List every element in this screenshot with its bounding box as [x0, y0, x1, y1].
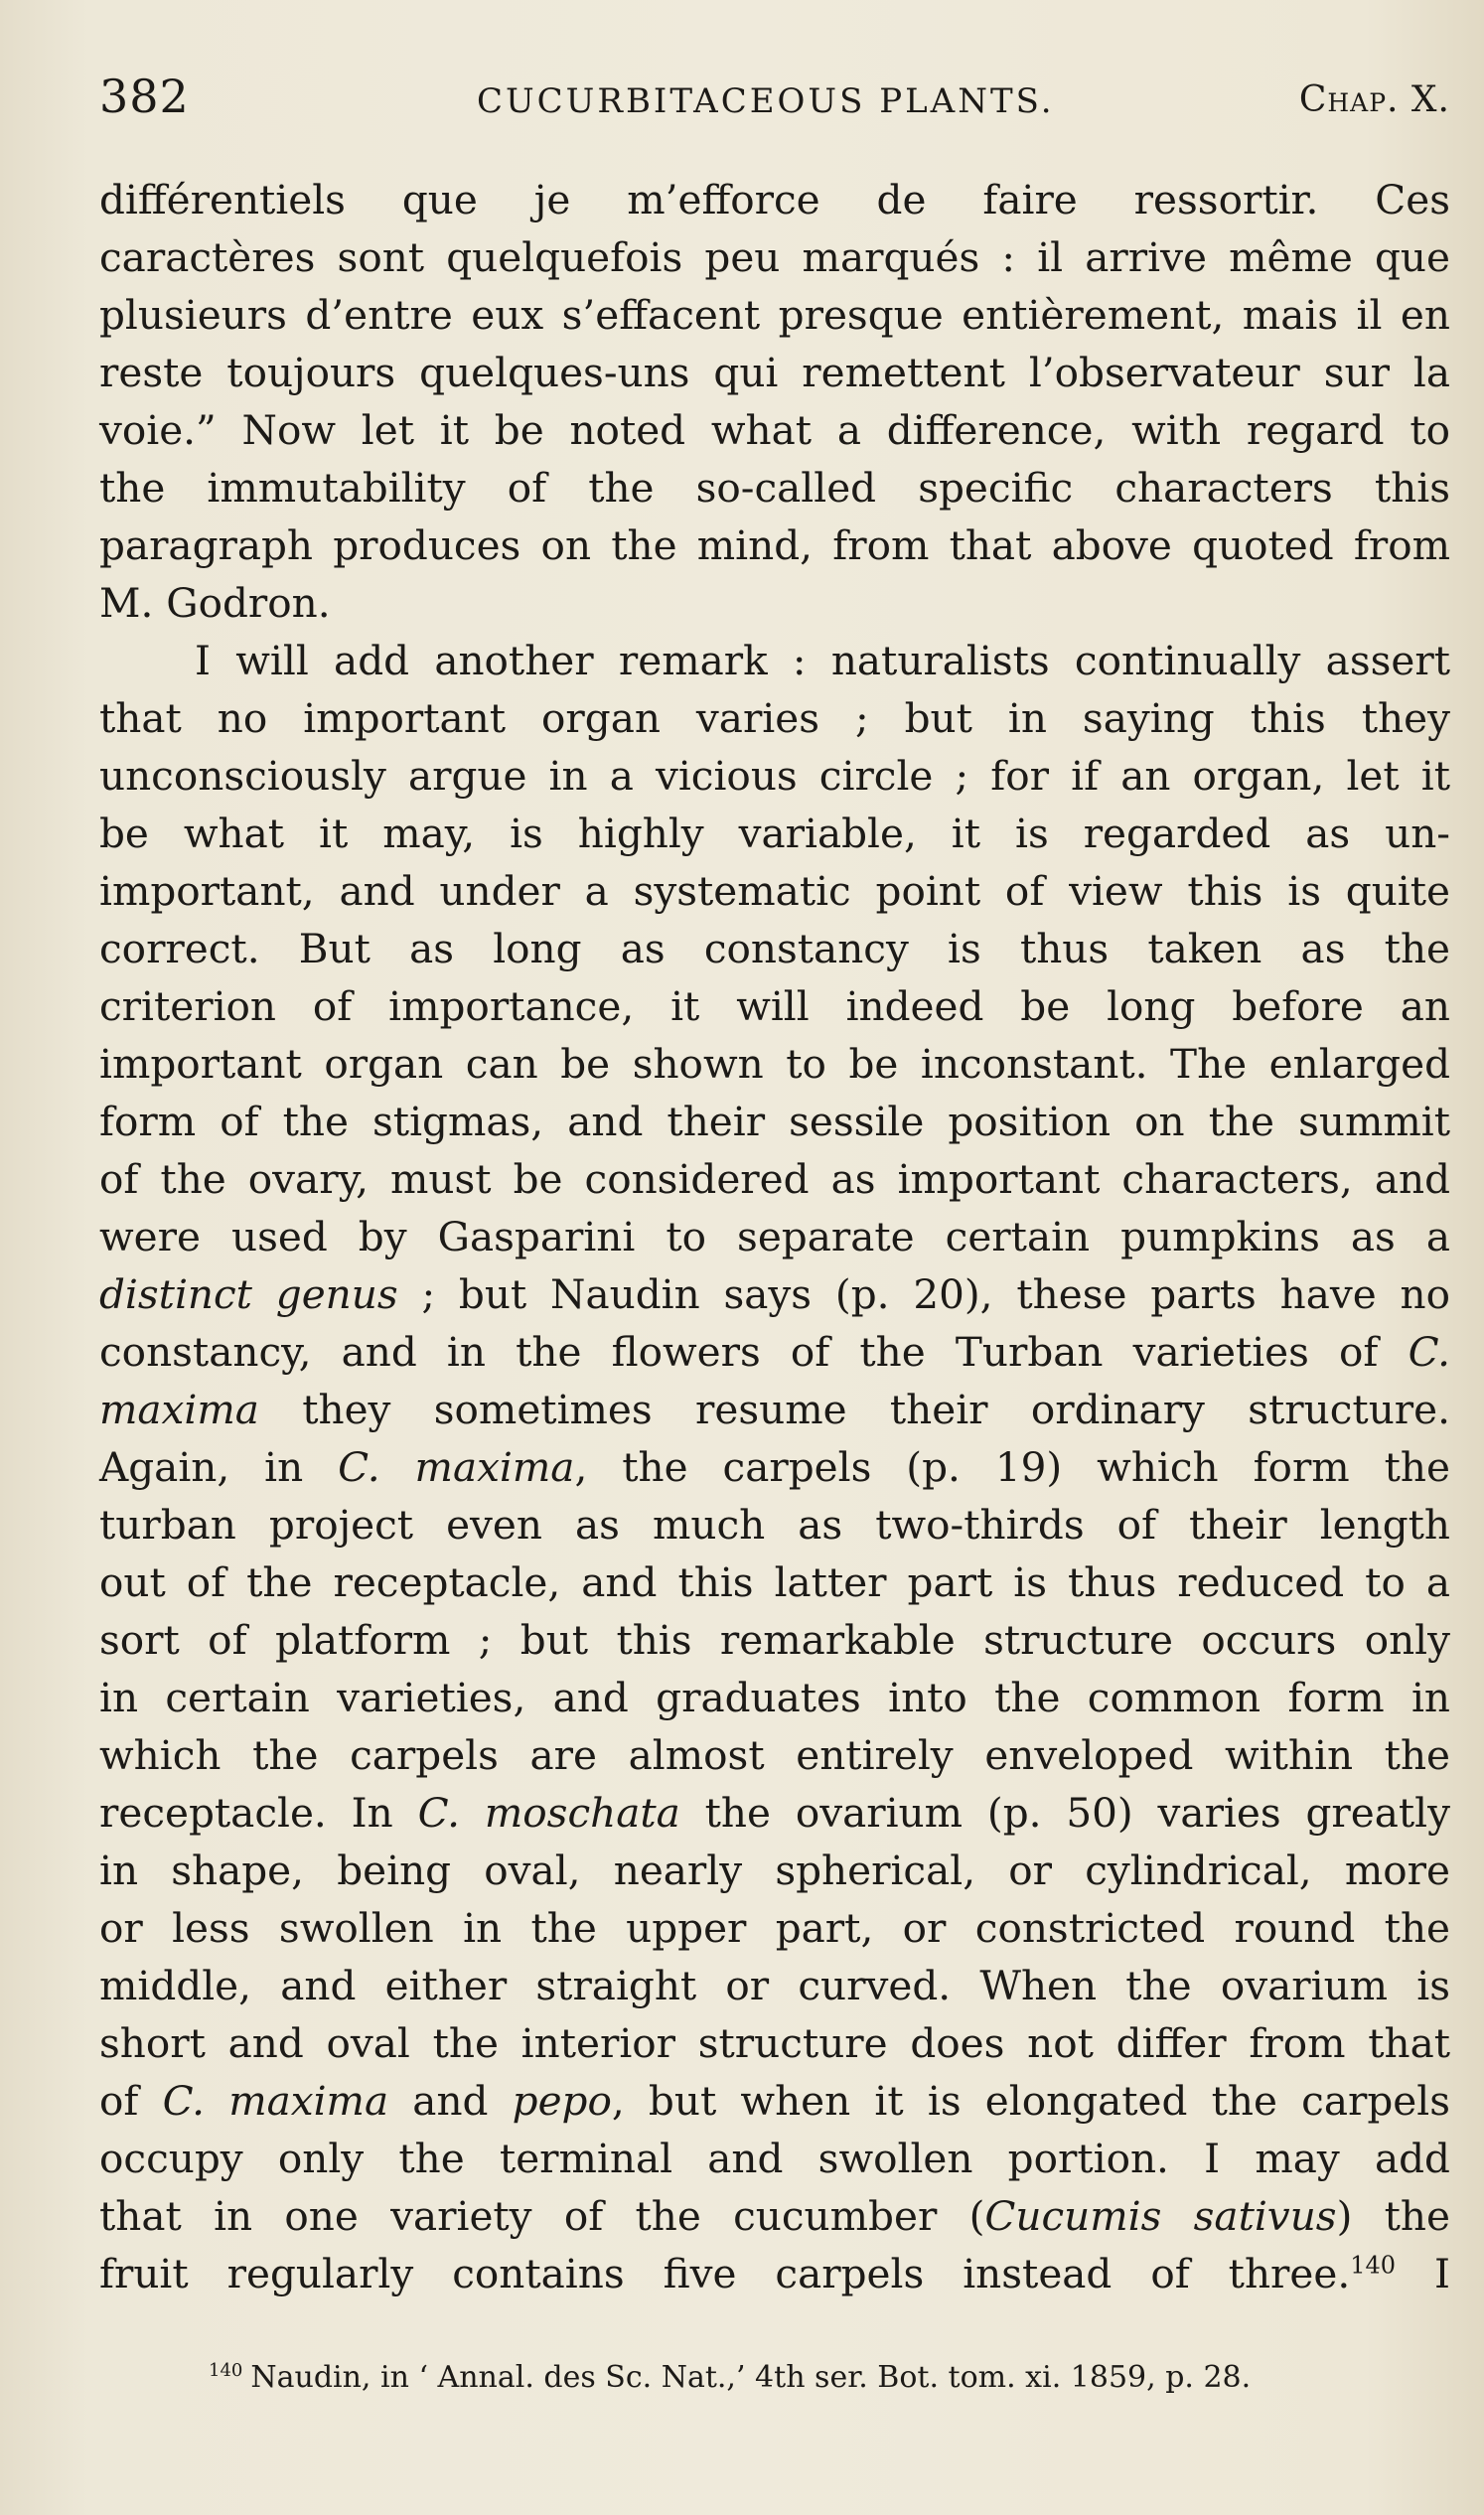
text-line: middle, and either straight or curved. When the ovarium is: [99, 1962, 1450, 2009]
footnote: [209, 2360, 1251, 2395]
text-fragment: that in one variety of the cucumber (: [99, 2192, 985, 2240]
text-line: [99, 2187, 1450, 2245]
italic-text: C.: [1408, 1328, 1450, 1376]
text-line: were used by Gasparini to separate certain pumpkins as a: [99, 1213, 1450, 1260]
text-line: plusieurs d’entre eux s’effacent presque entièrement, mais il en: [99, 291, 1450, 339]
running-title: CUCURBITACEOUS PLANTS.: [477, 81, 1055, 121]
text-line: [99, 1784, 1450, 1842]
text-line: [99, 1381, 1450, 1438]
italic-text: C. maxima: [162, 2077, 389, 2125]
text-fragment: of: [99, 2077, 163, 2125]
text-line: [99, 2072, 1450, 2130]
text-line: of the ovary, must be considered as important characters, and: [99, 1155, 1450, 1203]
text-line: that no important organ varies ; but in saying this they: [99, 694, 1450, 742]
text-line: important, and under a systematic point of view this is quite: [99, 867, 1450, 915]
paragraph-continued: [99, 171, 1450, 632]
text-fragment: and: [388, 2077, 513, 2125]
text-line: différentiels que je m’efforce de faire ressortir. Ces: [99, 176, 1450, 223]
text-fragment: , but when it is elongated the carpels: [611, 2077, 1450, 2125]
text-fragment: receptacle. In: [99, 1789, 418, 1837]
text-line: sort of platform ; but this remarkable structure occurs only: [99, 1616, 1450, 1664]
text-line: short and oval the interior structure does not differ from that: [99, 2019, 1450, 2067]
text-line: unconsciously argue in a vicious circle ; for if an organ, let it: [99, 752, 1450, 800]
footnote-text: Naudin, in ‘ Annal. des Sc. Nat.,’ 4th ser. Bot. tom. xi. 1859, p. 28.: [250, 2360, 1252, 2395]
text-fragment: , the carpels (p. 19) which form the: [574, 1443, 1450, 1491]
text-line: reste toujours quelques-uns qui remettent l’observateur sur la: [99, 349, 1450, 396]
italic-text: pepo: [512, 2077, 612, 2125]
footnote-marker: 140: [209, 2360, 243, 2381]
text-line: in certain varieties, and graduates into the common form in: [99, 1674, 1450, 1721]
text-line: in shape, being oval, nearly spherical, or cylindrical, more: [99, 1847, 1450, 1894]
italic-text: C. maxima: [338, 1443, 575, 1491]
text-line: I will add another remark : naturalists continually assert: [195, 637, 1450, 684]
text-line: the immutability of the so-called specific characters this: [99, 464, 1450, 512]
text-fragment: the ovarium (p. 50) varies greatly: [679, 1789, 1451, 1837]
text-line: or less swollen in the upper part, or constricted round the: [99, 1904, 1450, 1952]
text-line: [99, 1323, 1450, 1381]
page-header: [99, 70, 1450, 139]
text-fragment: they sometimes resume their ordinary structure.: [258, 1386, 1450, 1433]
text-line: important organ can be shown to be inconstant. The enlarged: [99, 1040, 1450, 1088]
text-fragment: ) the: [1336, 2192, 1450, 2240]
text-fragment: fruit regularly contains five carpels instead of three.: [99, 2250, 1351, 2297]
text-fragment: Again, in: [99, 1443, 339, 1491]
italic-text: Cucumis sativus: [984, 2192, 1337, 2240]
body-text: [99, 171, 1450, 2302]
text-line: out of the receptacle, and this latter part is thus reduced to a: [99, 1558, 1450, 1606]
text-line: [99, 1265, 1450, 1323]
italic-text: C. moschata: [417, 1789, 680, 1837]
text-line: turban project even as much as two-thirds of their length: [99, 1501, 1450, 1549]
page-number: 382: [99, 70, 190, 123]
text-line: [99, 1438, 1450, 1496]
paragraph-naturalists-remark: [99, 632, 1450, 2302]
chapter-label: Chap. X.: [1298, 79, 1450, 120]
text-fragment: ; but Naudin says (p. 20), these parts have no: [397, 1270, 1450, 1318]
text-line: which the carpels are almost entirely enveloped within the: [99, 1731, 1450, 1779]
text-line: correct. But as long as constancy is thus taken as the: [99, 925, 1450, 972]
text-fragment: constancy, and in the flowers of the Turban varieties of: [99, 1328, 1409, 1376]
text-line: caractères sont quelquefois peu marqués : il arrive même que: [99, 233, 1450, 281]
text-line: voie.” Now let it be noted what a difference, with regard to: [99, 406, 1450, 454]
footnote-reference[interactable]: 140: [1350, 2251, 1397, 2280]
text-line: paragraph produces on the mind, from that above quoted from: [99, 521, 1450, 569]
text-line: [99, 2245, 1450, 2302]
text-line: criterion of importance, it will indeed be long before an: [99, 982, 1450, 1030]
italic-text: distinct genus: [99, 1270, 398, 1318]
text-line: occupy only the terminal and swollen portion. I may add: [99, 2135, 1450, 2182]
text-line: M. Godron.: [99, 579, 331, 627]
text-line: be what it may, is highly variable, it is regarded as un-: [99, 810, 1450, 857]
text-line: form of the stigmas, and their sessile position on the summit: [99, 1098, 1450, 1145]
text-fragment: I: [1396, 2250, 1451, 2297]
italic-text: maxima: [99, 1386, 259, 1433]
